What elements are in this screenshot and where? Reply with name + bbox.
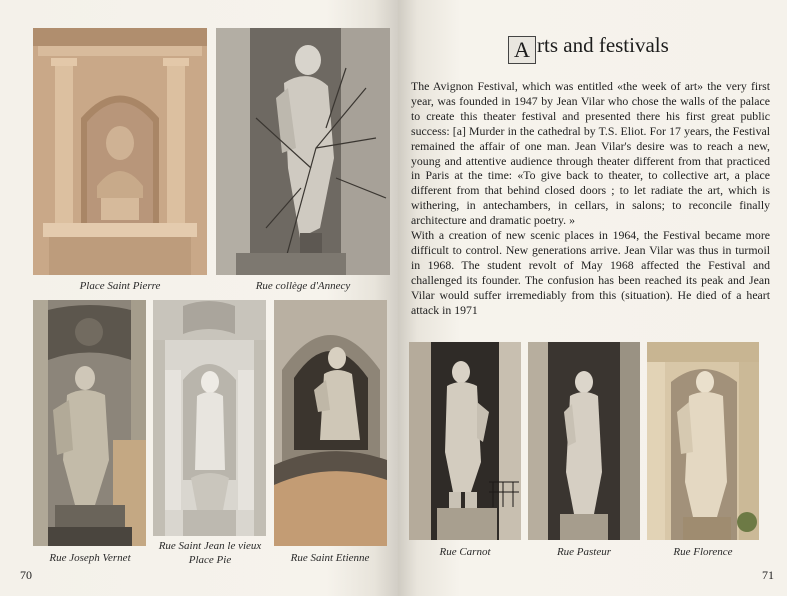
caption-rue-saint-jean-line1: Rue Saint Jean le vieux	[158, 540, 262, 552]
paragraph-2: With a creation of new scenic places in 1964, the Festival became more difficult to control. New generations arrive. Jean Vilar was thus in turmoil in 1968. The student revolt of May 1968 affected the Festival and challenged its founder. The confusion has been reached its peak and Jean Vilar would suffer irremediably from this (situation). He died of a heart attack in 1971	[411, 228, 770, 317]
photo-rue-college-annecy	[216, 28, 390, 275]
photo-rue-pasteur	[528, 342, 640, 540]
title-drop-cap: A	[508, 36, 536, 64]
photo-rue-florence	[647, 342, 759, 540]
section-title	[508, 33, 669, 64]
caption-rue-saint-etienne: Rue Saint Etienne	[290, 552, 370, 564]
photo-rue-joseph-vernet	[33, 300, 146, 546]
paragraph-1: The Avignon Festival, which was entitled «the week of art» the very first year, was founded in 1947 by Jean Vilar who chose the walls of the palace to create this theater festival and presented there his first great public success: [a] Murder in the cathedral by T.S. Eliot. For 17 years, the Festival remained the affair of one man. Jean Vilar's desire was to reach a new, young and attentive audience through theater different from that practiced in Paris at the time: «To give back to theater, to collective art, a place different from that behind closed doors ; to let radiate the art, which is withering, in antechambers, in cellars, in salons; to reconcile finally architecture and dramatic poetry. »	[411, 79, 770, 228]
photo-rue-saint-etienne	[274, 300, 387, 546]
photo-rue-carnot	[409, 342, 521, 540]
caption-rue-joseph-vernet: Rue Joseph Vernet	[49, 552, 131, 564]
body-text	[411, 79, 770, 318]
caption-rue-saint-jean-line2: Place Pie	[188, 554, 232, 566]
caption-rue-carnot: Rue Carnot	[439, 546, 491, 558]
caption-rue-pasteur: Rue Pasteur	[556, 546, 612, 558]
caption-rue-florence: Rue Florence	[673, 546, 733, 558]
caption-rue-college-annecy: Rue collège d'Annecy	[255, 280, 351, 292]
title-text: rts and festivals	[537, 33, 669, 57]
photo-place-saint-pierre	[33, 28, 207, 275]
photo-rue-saint-jean	[153, 300, 266, 536]
caption-place-saint-pierre: Place Saint Pierre	[79, 280, 161, 292]
page-number-right: 71	[762, 568, 774, 582]
page-number-left: 70	[20, 568, 32, 582]
